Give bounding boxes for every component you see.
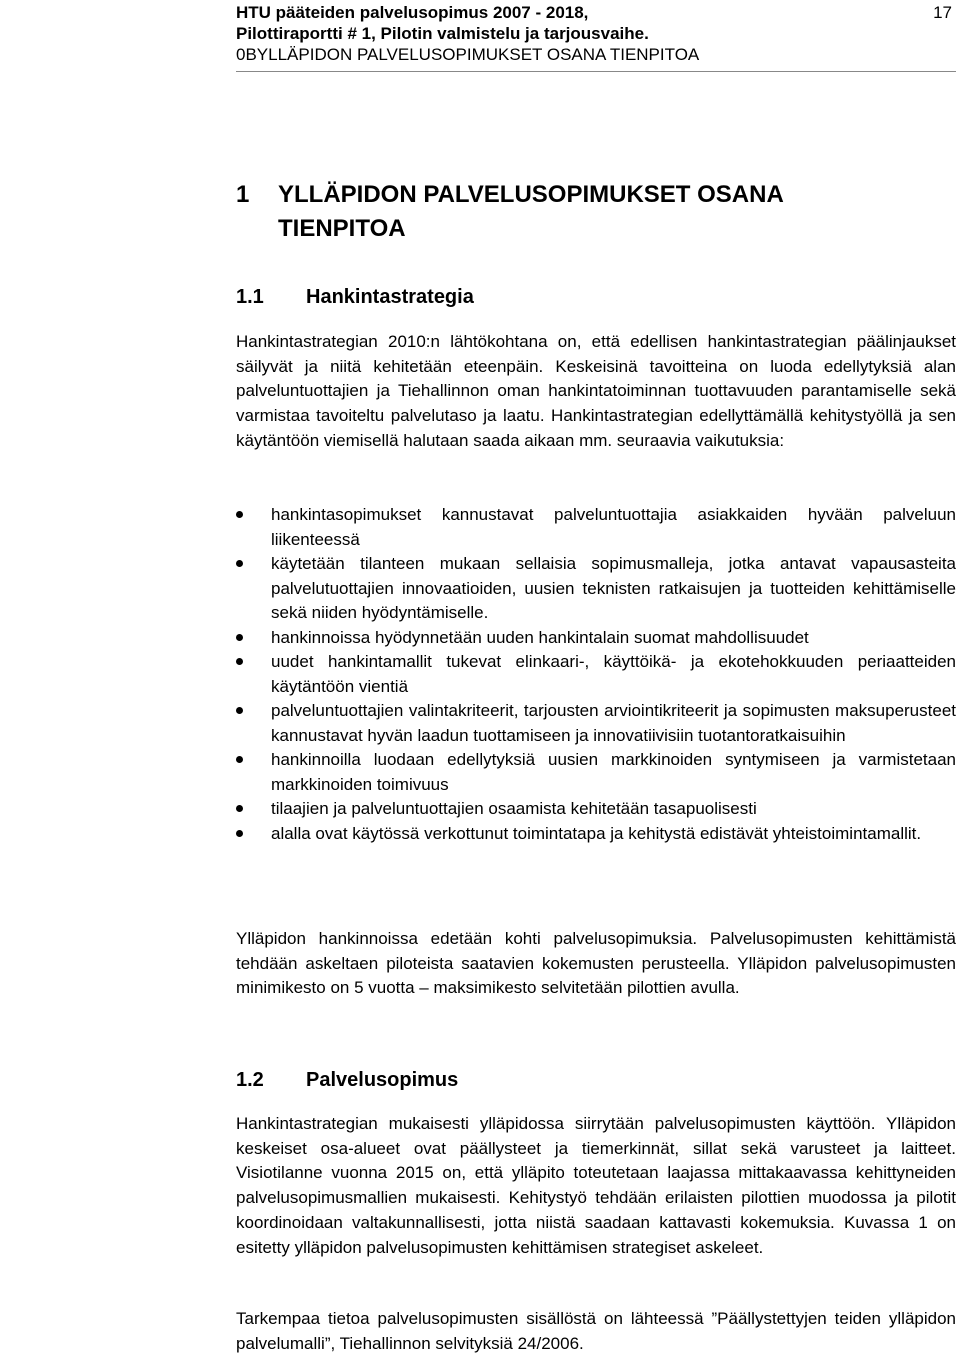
list-item — [236, 552, 956, 626]
header-title: HTU pääteiden palvelusopimus 2007 - 2018, — [236, 3, 589, 22]
list-item-text: hankintasopimukset kannustavat palveluntuottajia asiakkaiden hyvään palveluun liikenteessä — [271, 505, 956, 549]
bullet-icon — [236, 756, 243, 763]
bullet-icon — [236, 805, 243, 812]
section-1-2-title: Palvelusopimus — [306, 1069, 459, 1091]
list-item — [236, 650, 956, 699]
list-item-text: tilaajien ja palveluntuottajien osaamista kehitetään tasapuolisesti — [271, 799, 757, 818]
list-item-text: käytetään tilanteen mukaan sellaisia sopimusmalleja, jotka antavat vapausasteita palvelutuottajien innovaatioiden, uusien teknisten ratkaisujen ja tuotteiden kehittämiselle sekä niiden hyödyntämiselle. — [271, 554, 956, 622]
page-number: 17 — [933, 3, 952, 22]
list-item-text: alalla ovat käytössä verkottunut toimintatapa ja kehitystä edistävät yhteistoimintamallit. — [271, 823, 922, 843]
section-1-1-closing: Ylläpidon hankinnoissa edetään kohti palvelusopimuksia. Palvelusopimusten kehittämistä tehdään askeltaen piloteista saatavien kokemusten perusteella. Ylläpidon palvelusopimusten minimikesto on 5 vuotta – maksimikesto selvitetään pilottien avulla. — [236, 929, 956, 998]
section-1-2-paragraph-1: Hankintastrategian mukaisesti ylläpidossa siirrytään palvelusopimusten käyttöön. Ylläpidon keskeiset osa-alueet ovat päällysteet ja tiemerkinnät, sillat sekä varusteet ja laitteet. Visiotilanne vuonna 2015 on, että ylläpito toteutetaan laajassa mittakaavassa kehittyneiden palvelusopimusmallien mukaisesti. Kehitystyö tehdään erilaisten pilottien muodossa ja pilotit koordinoidaan valtakunnallisesti, jotta niistä saadaan kattavasti kokemuksia. Kuvassa 1 on esitetty ylläpidon palvelusopimusten kehittämisen strategiset askeleet. — [236, 1114, 956, 1257]
bullet-icon — [236, 634, 243, 641]
list-item-text: uudet hankintamallit tukevat elinkaari-, käyttöikä- ja ekotehokkuuden periaatteiden käytäntöön vientiä — [271, 652, 956, 696]
section-1-1-number: 1.1 — [236, 286, 264, 308]
effects-list — [236, 503, 956, 846]
bullet-icon — [236, 658, 243, 665]
section-1-2-number: 1.2 — [236, 1069, 264, 1091]
bullet-icon — [236, 560, 243, 567]
header-chapter: 0BYLLÄPIDON PALVELUSOPIMUKSET OSANA TIENPITOA — [236, 45, 700, 64]
list-item — [236, 503, 956, 552]
section-1-1-intro: Hankintastrategian 2010:n lähtökohtana on, että edellisen hankintastrategian päälinjaukset säilyvät ja niitä kehitetään eteenpäin. Keskeisinä tavoitteina on luoda edellytyksiä alan palveluntuottajien ja Tiehallinnon oman hankintatoiminnan tuottavuuden parantamiselle sekä varmistaa tavoiteltu palvelutaso ja laatu. Hankintastrategian edellyttämällä kehitystyöllä ja sen käytäntöön viemisellä halutaan saada aikaan mm. seuraavia vaikutuksia: — [236, 332, 956, 450]
list-item — [236, 626, 956, 651]
header-subtitle: Pilottiraportti # 1, Pilotin valmistelu ja tarjousvaihe. — [236, 24, 649, 43]
header-divider — [236, 71, 956, 72]
list-item — [236, 699, 956, 748]
section-1-heading — [236, 178, 876, 246]
bullet-icon — [236, 830, 243, 837]
section-1-title: YLLÄPIDON PALVELUSOPIMUKSET OSANA TIENPITOA — [278, 181, 783, 242]
bullet-icon — [236, 707, 243, 714]
list-item — [236, 822, 956, 847]
list-item-text: palveluntuottajien valintakriteerit, tarjousten arviointikriteerit ja sopimusten maksuperusteet kannustavat hyvän laadun tuottamiseen ja innovatiivisiin tuotantoratkaisuihin — [271, 701, 956, 745]
section-1-2-paragraph-2: Tarkempaa tietoa palvelusopimusten sisällöstä on lähteessä ”Päällystettyjen teiden ylläpidon palvelumalli”, Tiehallinnon selvityksiä 24/2006. — [236, 1309, 956, 1353]
section-1-number: 1 — [236, 181, 250, 208]
list-item — [236, 797, 956, 822]
section-1-1-title: Hankintastrategia — [306, 286, 474, 308]
page-header — [236, 2, 956, 65]
list-item-text: hankinnoilla luodaan edellytyksiä uusien markkinoiden syntymiseen ja varmistetaan markkinoiden toimivuus — [271, 750, 956, 794]
list-item-text: hankinnoissa hyödynnetään uuden hankintalain suomat mahdollisuudet — [271, 627, 809, 647]
bullet-icon — [236, 511, 243, 518]
list-item — [236, 748, 956, 797]
